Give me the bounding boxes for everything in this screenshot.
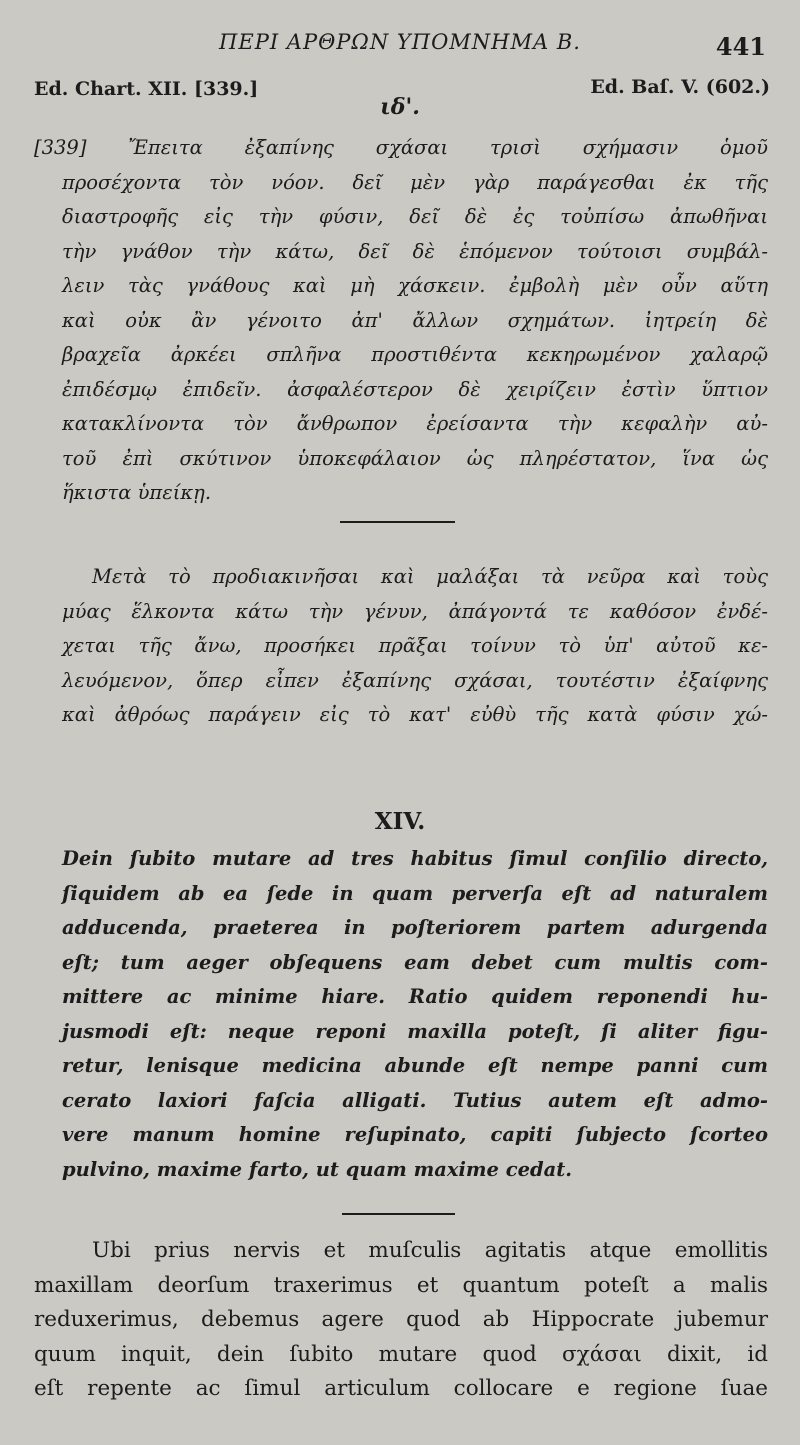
- latin-commentary-block-continued: [34, 1269, 768, 1407]
- greek-commentary-block: [92, 560, 768, 595]
- text-line: μύας ἕλκοντα κάτω τὴν γένυν, ἀπάγοντά τε καθόσον ἐνδέ-: [62, 599, 768, 623]
- text-line: Ubi prius nervis et muſculis agitatis atque emollitis: [92, 1238, 768, 1263]
- text-line: reduxerimus, debemus agere quod ab Hippocrate jubemur: [34, 1307, 768, 1332]
- text-line: ἐπιδέσμῳ ἐπιδεῖν. ἀσφαλέστερον δὲ χειρίζειν ἐστὶν ὕπτιον: [62, 377, 768, 401]
- latin-text-block: [62, 842, 768, 1187]
- text-line: maxillam deorſum traxerimus et quantum poteſt a malis: [34, 1272, 768, 1298]
- text-line: mittere ac minime hiare. Ratio quidem reponendi hu-: [62, 985, 768, 1008]
- text-line: χεται τῆς ἄνω, προσήκει πρᾶξαι τοίνυν τὸ ὑπ' αὐτοῦ κε-: [62, 634, 768, 657]
- text-line: Μετὰ τὸ προδιακινῆσαι καὶ μαλάξαι τὰ νεῦρα καὶ τοὺς: [92, 565, 768, 588]
- text-line: λειν τὰς γνάθους καὶ μὴ χάσκειν. ἐμβολὴ μὲν οὖν αὕτη: [62, 274, 768, 297]
- text-line: λευόμενον, ὅπερ εἶπεν ἐξαπίνης σχάσαι, τουτέστιν ἐξαίφνης: [62, 668, 768, 692]
- text-line: προσέχοντα τὸν νόον. δεῖ μὲν γὰρ παράγεσθαι ἐκ τῆς: [62, 170, 768, 194]
- text-line: βραχεῖα ἀρκέει σπλῆνα προστιθέντα κεκηρωμένον χαλαρῷ: [62, 343, 768, 366]
- greek-text-block: [34, 131, 768, 511]
- text-line: [339] Ἔπειτα ἐξαπίνης σχάσαι τρισὶ σχήμασιν ὁμοῦ: [34, 136, 768, 159]
- text-line: διαστροφῆς εἰς τὴν φύσιν, δεῖ δὲ ἐς τοὐπίσω ἀπωθῆναι: [62, 205, 768, 228]
- text-line: ἥκιστα ὑπείκῃ.: [62, 481, 212, 504]
- text-line: κατακλίνοντα τὸν ἄνθρωπον ἐρείσαντα τὴν κεφαλὴν αὐ-: [62, 412, 768, 435]
- text-line: Dein ſubito mutare ad tres habitus ſimul conſilio directo,: [62, 847, 768, 870]
- greek-commentary-block-continued: [62, 595, 768, 733]
- text-line: eſt repente ac ſimul articulum collocare e regione ſuae: [34, 1376, 768, 1401]
- text-line: pulvino, maxime farto, ut quam maxime cedat.: [62, 1157, 573, 1181]
- latin-section-number: XIV.: [374, 808, 426, 835]
- greek-section-number: ιδ'.: [380, 94, 420, 120]
- section-divider: [340, 521, 455, 523]
- text-line: quum inquit, dein ſubito mutare quod σχάσαι dixit, id: [34, 1341, 768, 1367]
- text-line: retur, lenisque medicina abunde eſt nempe panni cum: [62, 1054, 768, 1077]
- text-line: adducenda, praeterea in poſteriorem partem adurgenda: [62, 916, 768, 939]
- running-title: ΠΕΡΙ ΑΡΘΡΩΝ ΥΠΟΜΝΗΜΑ Β.: [219, 30, 581, 54]
- text-line: ſiquidem ab ea ſede in quam perverſa eſt ad naturalem: [62, 881, 768, 905]
- page-number: 441: [715, 32, 766, 61]
- text-line: καὶ οὐκ ἂν γένοιτο ἀπ' ἄλλων σχημάτων. ἰητρείη δὲ: [62, 308, 768, 332]
- edition-reference-right: Ed. Baſ. V. (602.): [590, 76, 770, 98]
- text-line: cerato laxiori faſcia alligati. Tutius autem eſt admo-: [62, 1088, 768, 1112]
- text-line: eſt; tum aeger obſequens eam debet cum multis com-: [62, 950, 768, 974]
- section-divider: [342, 1213, 455, 1215]
- latin-commentary-block: [92, 1234, 768, 1269]
- edition-reference-left: Ed. Chart. XII. [339.]: [34, 78, 259, 100]
- text-line: τοῦ ἐπὶ σκύτινον ὑποκεφάλαιον ὡς πληρέστατον, ἵνα ὡς: [62, 446, 768, 470]
- text-line: τὴν γνάθον τὴν κάτω, δεῖ δὲ ἑπόμενον τούτοισι συμβάλ-: [62, 239, 768, 263]
- text-line: jusmodi eſt: neque reponi maxilla poteſt, ſi aliter figu-: [62, 1019, 768, 1043]
- text-line: vere manum homine reſupinato, capiti ſubjecto ſcorteo: [62, 1123, 768, 1146]
- text-line: καὶ ἀθρόως παράγειν εἰς τὸ κατ' εὐθὺ τῆς κατὰ φύσιν χώ-: [62, 703, 768, 726]
